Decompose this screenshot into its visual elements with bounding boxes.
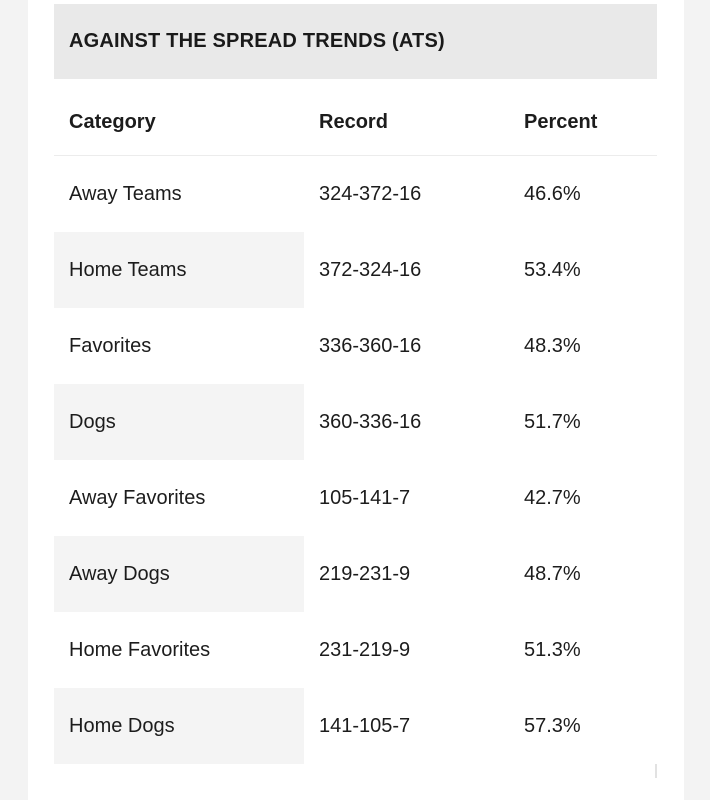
category-cell: Home Dogs <box>69 714 175 737</box>
percent-cell: 53.4% <box>524 258 581 281</box>
table-row <box>54 232 657 308</box>
record-cell: 219-231-9 <box>319 562 411 585</box>
section-title: AGAINST THE SPREAD TRENDS (ATS) <box>69 30 445 52</box>
percent-cell: 51.3% <box>524 638 581 661</box>
percent-cell: 57.3% <box>524 714 581 737</box>
table-header-row <box>54 90 657 156</box>
category-cell: Away Teams <box>69 182 182 205</box>
record-cell: 105-141-7 <box>319 486 411 509</box>
column-header-record: Record <box>319 111 388 133</box>
ats-trends-table <box>54 90 657 764</box>
record-cell: 336-360-16 <box>319 334 422 357</box>
category-cell: Away Favorites <box>69 486 206 509</box>
ats-trends-card <box>28 0 684 800</box>
category-cell: Away Dogs <box>69 562 170 585</box>
table-row <box>54 688 657 764</box>
percent-cell: 42.7% <box>524 486 581 509</box>
record-cell: 141-105-7 <box>319 714 411 737</box>
category-cell: Home Favorites <box>69 638 211 661</box>
column-header-category: Category <box>69 111 156 133</box>
record-cell: 231-219-9 <box>319 638 411 661</box>
table-row <box>54 156 657 232</box>
table-row <box>54 308 657 384</box>
table-row <box>54 536 657 612</box>
table-row <box>54 460 657 536</box>
section-header <box>54 4 657 79</box>
record-cell: 324-372-16 <box>319 182 422 205</box>
category-cell: Home Teams <box>69 258 187 281</box>
category-cell: Favorites <box>69 334 152 357</box>
percent-cell: 51.7% <box>524 410 581 433</box>
category-cell: Dogs <box>69 410 116 433</box>
percent-cell: 48.7% <box>524 562 581 585</box>
table-row <box>54 384 657 460</box>
column-header-percent: Percent <box>524 111 598 133</box>
record-cell: 360-336-16 <box>319 410 422 433</box>
percent-cell: 46.6% <box>524 182 581 205</box>
percent-cell: 48.3% <box>524 334 581 357</box>
scroll-edge-divider <box>655 764 657 778</box>
record-cell: 372-324-16 <box>319 258 422 281</box>
table-row <box>54 612 657 688</box>
